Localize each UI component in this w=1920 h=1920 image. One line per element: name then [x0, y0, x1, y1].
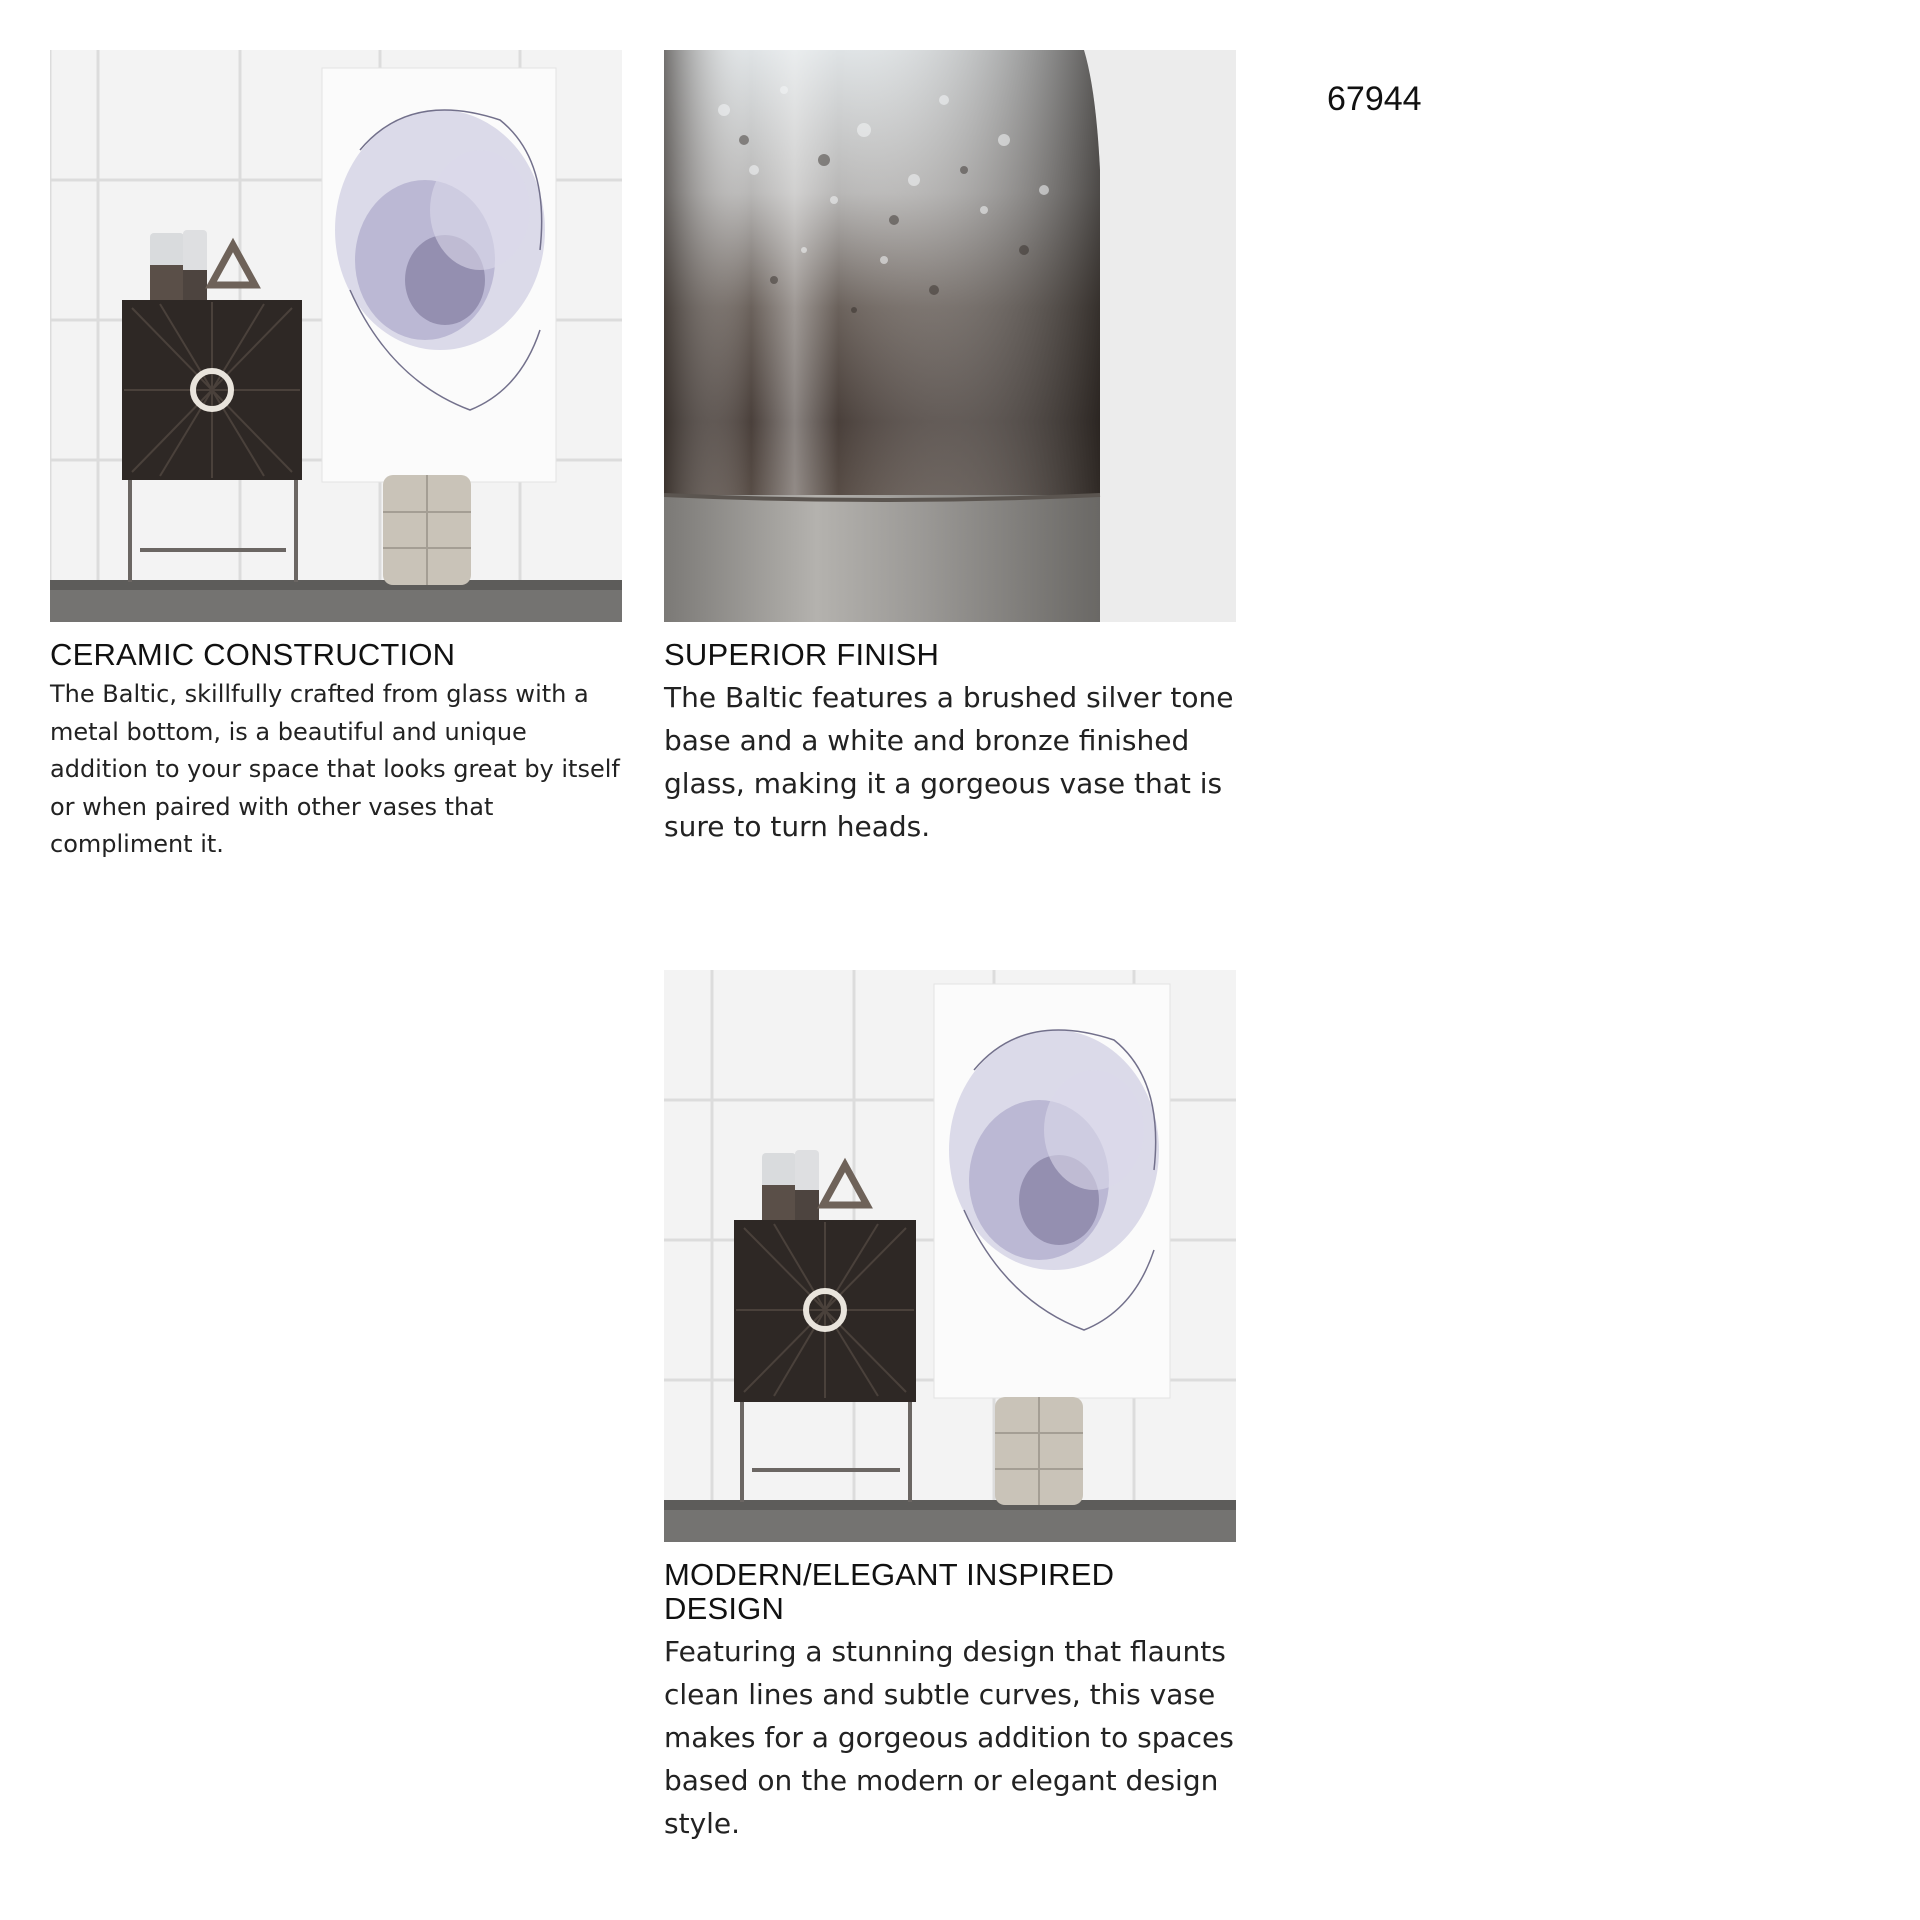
feature-heading: MODERN/ELEGANT INSPIRED DESIGN — [664, 1557, 1115, 1627]
feature-description: The Baltic features a brushed silver tone base and a white and bronze finished glass, making it a gorgeous vase that is sure to turn heads. — [664, 681, 1234, 844]
feature-modern-elegant-design — [664, 970, 1236, 1845]
product-sku: 67944 — [1327, 80, 1422, 118]
room-scene-photo — [50, 50, 622, 622]
vase-closeup-photo — [664, 50, 1236, 622]
room-scene-photo — [664, 970, 1236, 1542]
feature-heading: SUPERIOR FINISH — [664, 637, 940, 672]
feature-description: Featuring a stunning design that flaunts clean lines and subtle curves, this vase makes for a gorgeous addition to spaces based on the modern or elegant design style. — [664, 1635, 1234, 1841]
feature-superior-finish — [664, 50, 1236, 848]
feature-ceramic-construction — [50, 50, 622, 864]
feature-heading: CERAMIC CONSTRUCTION — [50, 637, 456, 672]
feature-description: The Baltic, skillfully crafted from glass with a metal bottom, is a beautiful and unique addition to your space that looks great by itself or when paired with other vases that compliment it. — [50, 680, 620, 859]
